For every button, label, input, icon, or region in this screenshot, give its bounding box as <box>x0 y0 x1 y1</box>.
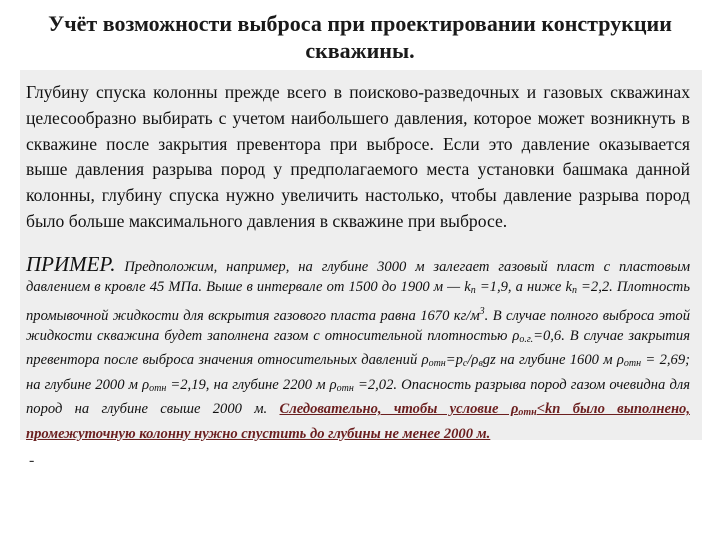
conclusion-part: <kп было выполнено, промежуточную колонну нужно спустить до глубины не менее 2000 м. <box>26 401 690 442</box>
subscript: отн <box>428 358 446 370</box>
example-text: Предположим, например, на глубине 3000 м залегает газовый пласт с пластовым давлением в кровле 45 МПа. Выше в интервале от 1500 до 1900 м — k <box>26 259 691 296</box>
subscript: п <box>571 285 577 297</box>
example-text: gz на глубине 1600 м ρ <box>482 352 624 369</box>
example-text: =2,19, на глубине 2200 м ρ <box>166 376 337 393</box>
subscript: отн <box>518 407 537 419</box>
subscript: отн <box>623 358 642 370</box>
subscript: отн <box>336 382 354 394</box>
subscript: п <box>470 285 476 297</box>
example-text: =1,9, а ниже k <box>475 279 572 296</box>
example-label: ПРИМЕР. <box>26 252 116 276</box>
example-text: =0,6. В случае закрытия превентора после выброса значения относительных давлений ρ <box>26 328 691 369</box>
trailing-dash: - <box>29 452 35 469</box>
subscript: о.г. <box>519 334 534 346</box>
example-text: =2,2. Плотность промывочной жидкости для вскрытия газового пласта равна 1670 кг/м <box>26 279 690 324</box>
superscript: 3 <box>479 305 485 317</box>
example-block <box>26 254 690 444</box>
subscript: в <box>478 358 483 370</box>
example-text: /ρ <box>467 352 479 369</box>
example-text: =p <box>445 352 463 369</box>
body-paragraph: Глубину спуска колонны прежде всего в поисково-разведочных и газовых скважинах целесообразно выбирать с учетом наибольшего давления, которое может возникнуть в скважине после закрытия превентора при выбросе. Если это давление оказывается выше давления разрыва пород у предполагаемого места установки башмака данной колонны, глубину спуска нужно увеличить настолько, чтобы давление разрыва пород было больше максимального давления в скважине при выбросе. <box>26 82 690 231</box>
example-text: =2,02. Опасность разрыва пород газом очевидна для пород на глубине свыше 2000 м. <box>26 376 690 418</box>
conclusion-part: Следовательно, чтобы условие ρ <box>279 401 519 418</box>
subscript: с <box>462 358 468 370</box>
example-text: . В случае полного выброса этой жидкости скважина будет заполнена газом с относительной плотностью ρ <box>26 307 691 345</box>
subscript: отн <box>149 382 167 394</box>
page-title: Учёт возможности выброса при проектировании конструкции скважины. <box>48 11 672 63</box>
example-text: = 2,69; на глубине 2000 м ρ <box>26 352 691 393</box>
